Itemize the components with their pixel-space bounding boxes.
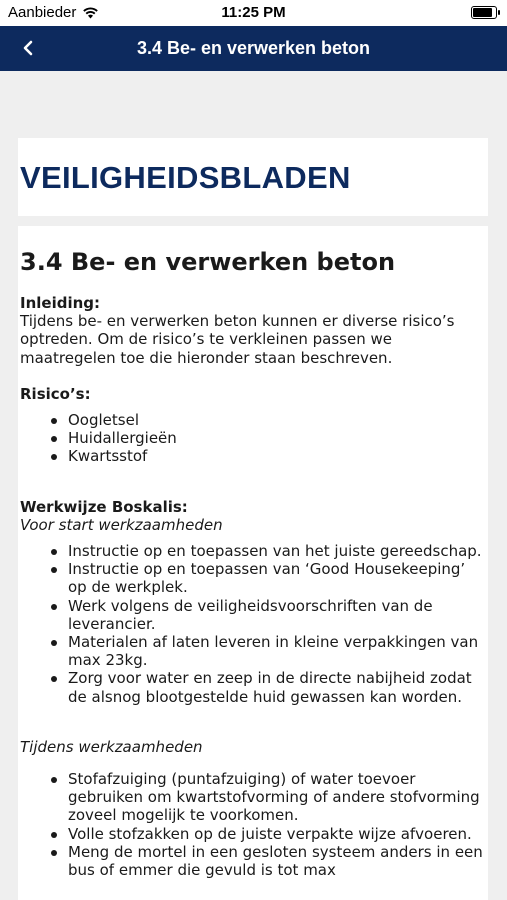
list-item: Kwartsstof — [20, 447, 486, 465]
before-work-list — [20, 542, 486, 706]
article-title: 3.4 Be- en verwerken beton — [20, 248, 396, 276]
list-item: Werk volgens de veiligheidsvoorschriften van de leverancier. — [20, 597, 486, 633]
clock: 11:25 PM — [221, 4, 286, 21]
navigation-bar — [0, 26, 507, 71]
section-header-card — [18, 138, 488, 216]
before-work-label: Voor start werkzaamheden — [20, 515, 223, 534]
battery-level — [473, 8, 492, 17]
status-bar — [0, 0, 507, 26]
method-label: Werkwijze Boskalis: — [20, 497, 188, 516]
during-work-label: Tijdens werkzaamheden — [20, 737, 203, 756]
article-card — [18, 226, 488, 900]
risks-list — [20, 411, 486, 466]
during-work-list — [20, 770, 486, 879]
intro-text: Tijdens be- en verwerken beton kunnen er diverse risico’s optreden. Om de risico’s te verkleinen passen we maatregelen toe die hieronder staan beschreven. — [20, 312, 455, 367]
nav-title: 3.4 Be- en verwerken beton — [136, 38, 371, 58]
list-item: Meng de mortel in een gesloten systeem anders in een bus of emmer die gevuld is tot max — [20, 843, 486, 879]
list-item: Materialen af laten leveren in kleine verpakkingen van max 23kg. — [20, 633, 486, 669]
list-item: Instructie op en toepassen van ‘Good Housekeeping’ op de werkplek. — [20, 560, 486, 596]
risks-label: Risico’s: — [20, 384, 91, 403]
section-heading: VEILIGHEIDSBLADEN — [20, 160, 351, 195]
list-item: Instructie op en toepassen van het juiste gereedschap. — [20, 542, 486, 560]
scroll-content[interactable] — [0, 71, 507, 900]
list-item: Volle stofzakken op de juiste verpakte wijze afvoeren. — [20, 825, 486, 843]
list-item: Zorg voor water en zeep in de directe nabijheid zodat de alsnog blootgestelde huid gewassen kan worden. — [20, 669, 486, 705]
intro-label: Inleiding: — [20, 294, 101, 312]
battery-icon — [471, 6, 497, 19]
carrier-name: Aanbieder — [8, 4, 77, 21]
list-item: Oogletsel — [20, 411, 486, 429]
list-item: Stofafzuiging (puntafzuiging) of water toevoer gebruiken om kwartstofvorming of andere stofvorming zoveel mogelijk te voorkomen. — [20, 770, 486, 825]
list-item: Huidallergieën — [20, 429, 486, 447]
